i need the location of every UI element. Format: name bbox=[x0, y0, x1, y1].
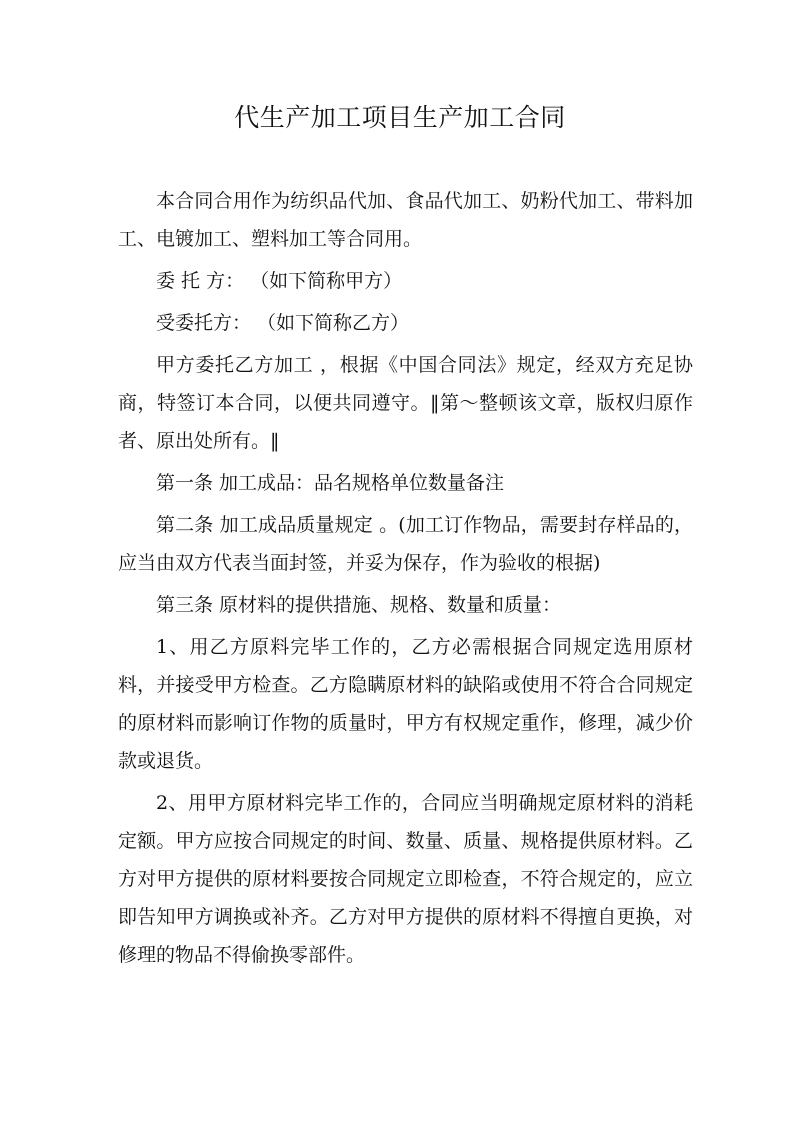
article-2: 第二条 加工成品质量规定 。(加工订作物品，需要封存样品的，应当由双方代表当面封签，并妥为保存，作为验收的根据) bbox=[118, 514, 693, 574]
document-title: 代生产加工项目生产加工合同 bbox=[234, 103, 566, 132]
article-3-clause-1: 1、用乙方原料完毕工作的，乙方必需根据合同规定选用原材料，并接受甲方检查。乙方隐瞒原材料的缺陷或使用不符合合同规定的原材料而影响订作物的质量时，甲方有权规定重作，修理，减少价款或退货。 bbox=[118, 636, 693, 772]
principal-party-line: 委 托 方： （如下简称甲方） bbox=[156, 270, 403, 292]
agreement-paragraph: 甲方委托乙方加工 ，根据《中国合同法》规定，经双方充足协商，特签订本合同，以便共同遵守。‖第～整顿该文章，版权归原作者、原出处所有。‖ bbox=[118, 354, 693, 452]
article-3: 第三条 原材料的提供措施、规格、数量和质量： bbox=[156, 594, 562, 616]
intro-paragraph: 本合同合用作为纺织品代加、食品代加工、奶粉代加工、带料加工、电镀加工、塑料加工等合同用。 bbox=[118, 190, 693, 250]
article-3-clause-2: 2、用甲方原材料完毕工作的，合同应当明确规定原材料的消耗定额。甲方应按合同规定的时间、数量、质量、规格提供原材料。乙方对甲方提供的原材料要按合同规定立即检查，不符合规定的，应立即告知甲方调换或补齐。乙方对甲方提供的原材料不得擅自更换，对修理的物品不得偷换零部件。 bbox=[118, 792, 693, 966]
contractor-party-line: 受委托方： （如下简称乙方） bbox=[156, 312, 410, 334]
document-body bbox=[118, 182, 693, 974]
article-1: 第一条 加工成品：品名规格单位数量备注 bbox=[156, 472, 505, 494]
